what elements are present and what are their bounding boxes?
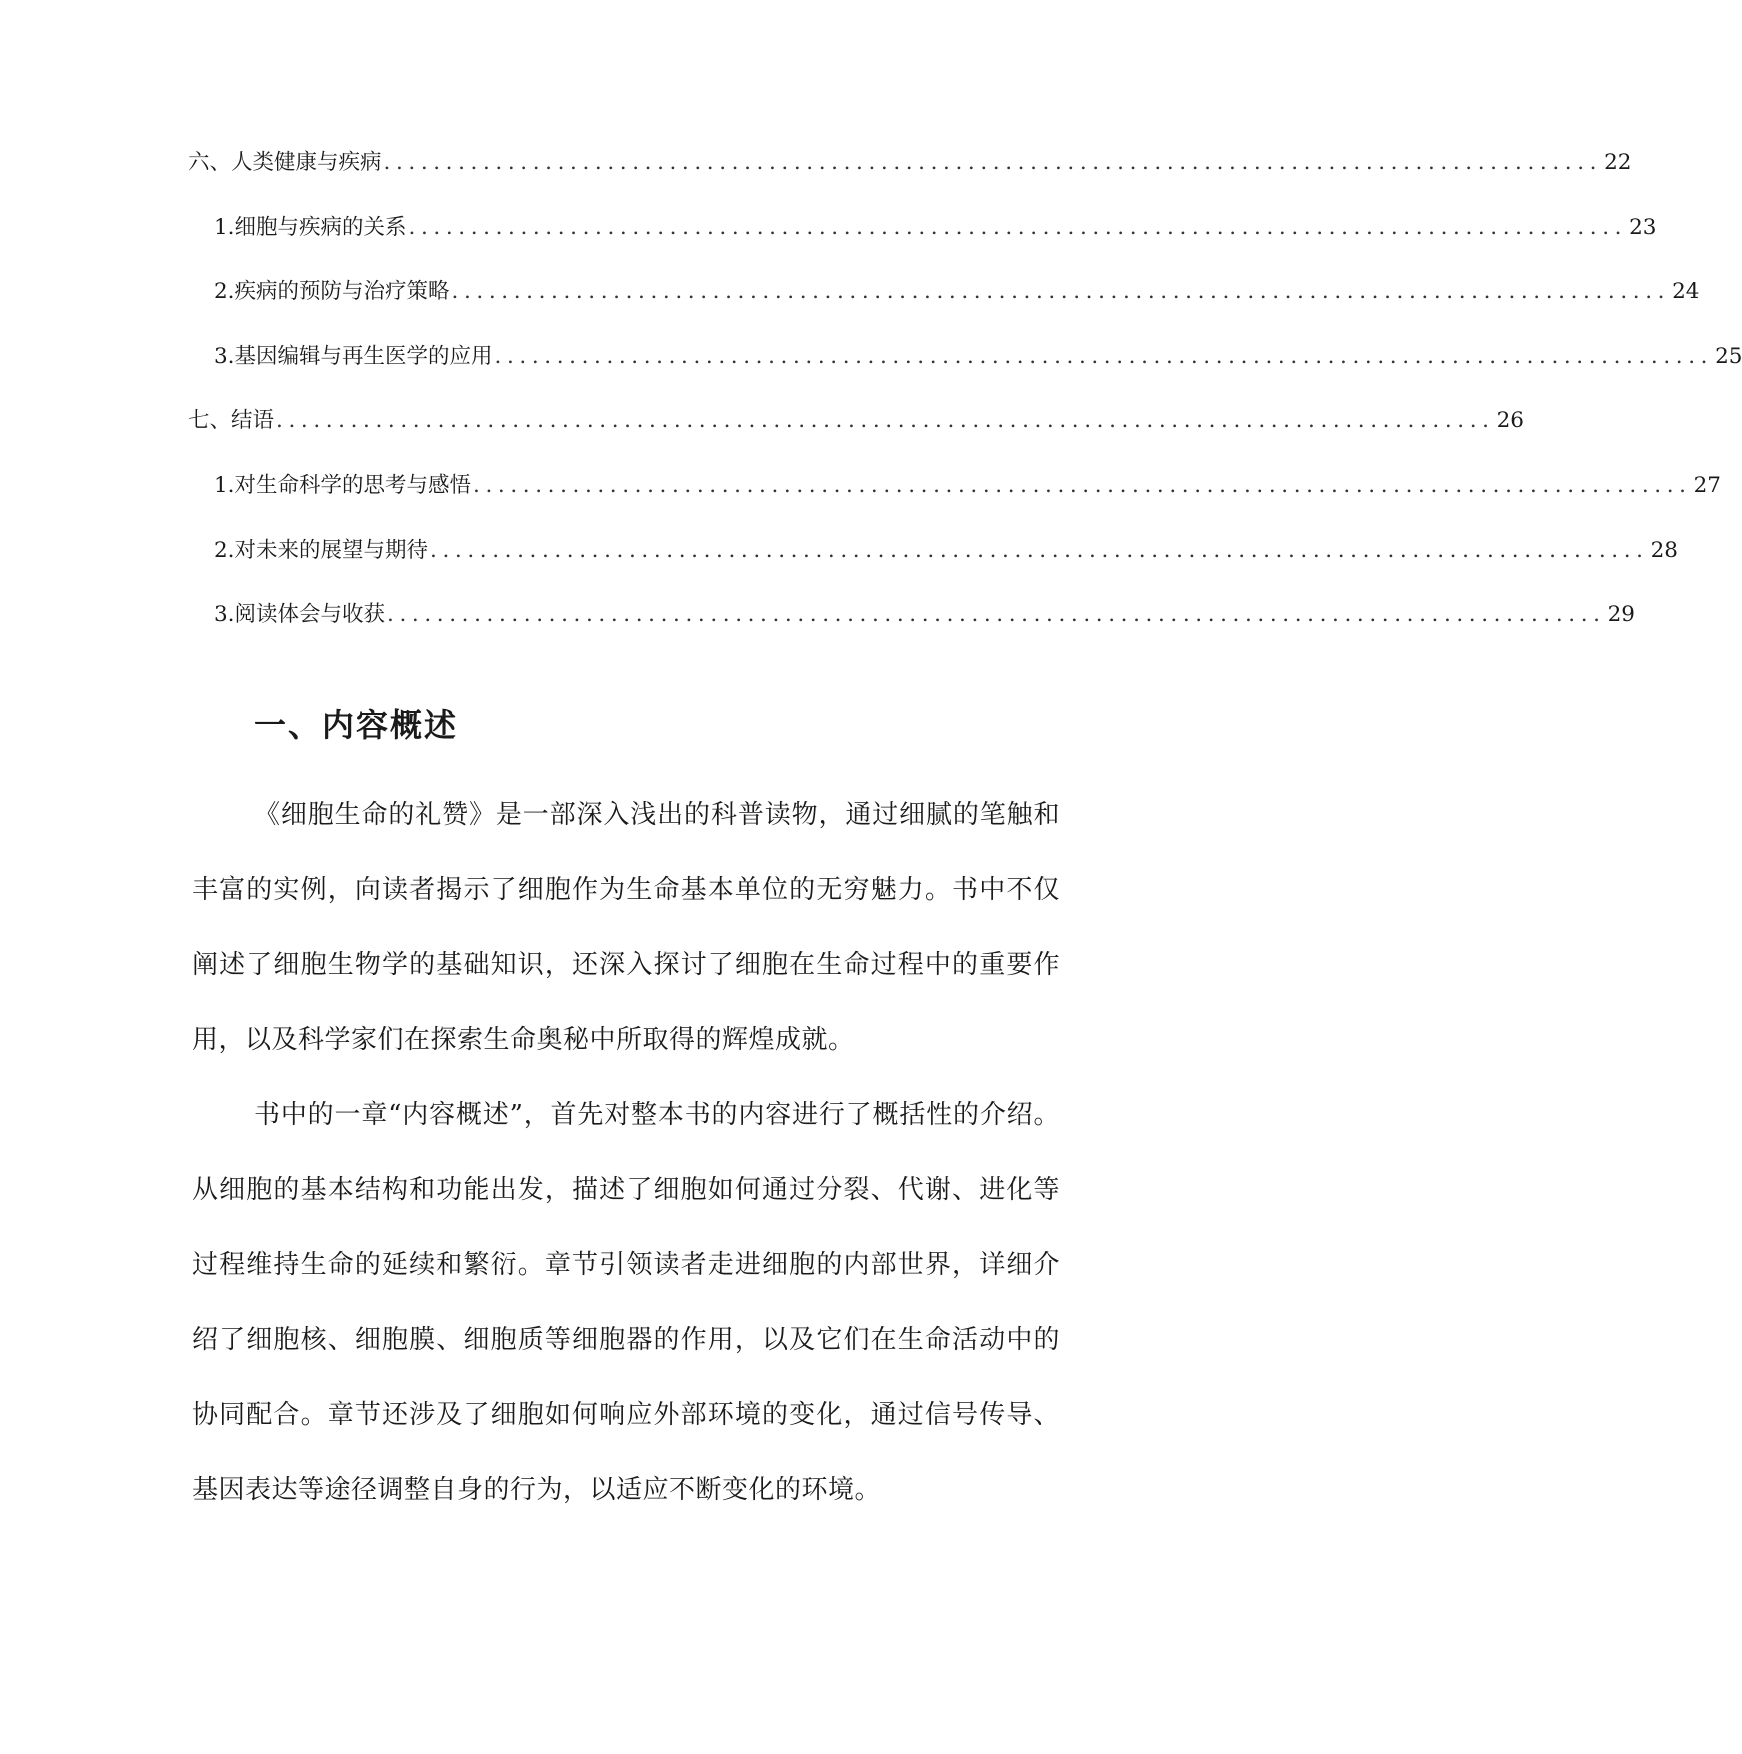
body-paragraph: 书中的一章“内容概述”，首先对整本书的内容进行了概括性的介绍。从细胞的基本结构和功能出发，描述了细胞如何通过分裂、代谢、进化等过程维持生命的延续和繁衍。章节引领读者走进细胞的内部世界，详细介绍了细胞核、细胞膜、细胞质等细胞器的作用，以及它们在生命活动中的协同配合。章节还涉及了细胞如何响应外部环境的变化，通过信号传导、基因表达等途径调整自身的行为，以适应不断变化的环境。 <box>192 1100 1060 1505</box>
toc-subentry-number: 1. <box>214 214 235 240</box>
toc-subentry-number: 2. <box>214 537 235 563</box>
toc-subentry-title: 阅读体会与收获 <box>234 602 386 628</box>
toc-page-number: 23 <box>1629 214 1657 240</box>
toc-page-number: 29 <box>1607 602 1635 628</box>
toc-dot-leader: .................................................................................................. <box>408 214 1628 240</box>
toc-dot-leader: .................................................................................................. <box>387 602 1606 628</box>
toc-dot-leader: .................................................................................................. <box>451 279 1671 305</box>
toc-dot-leader: .................................................................................................. <box>276 408 1495 434</box>
toc-subentry-title: 对生命科学的思考与感悟 <box>234 472 472 498</box>
toc-page-number: 22 <box>1604 150 1632 175</box>
toc-page-number: 26 <box>1496 408 1524 434</box>
toc-entry-title: 六、人类健康与疾病 <box>188 150 382 175</box>
toc-subentry[interactable] <box>188 342 1742 407</box>
toc-subentry-title: 对未来的展望与期待 <box>234 537 429 563</box>
toc-subentry-number: 2. <box>214 279 235 305</box>
table-of-contents <box>188 148 1742 665</box>
toc-subentry[interactable] <box>188 600 1635 665</box>
section-body <box>192 778 1060 1528</box>
toc-entry-title: 七、结语 <box>188 408 275 434</box>
toc-page-number: 28 <box>1650 537 1678 563</box>
toc-subentry-number: 1. <box>214 472 235 498</box>
toc-entry[interactable] <box>188 148 1632 213</box>
toc-subentry[interactable] <box>188 471 1721 536</box>
body-paragraph: 《细胞生命的礼赞》是一部深入浅出的科普读物，通过细腻的笔触和丰富的实例，向读者揭示了细胞作为生命基本单位的无穷魅力。书中不仅阐述了细胞生物学的基础知识，还深入探讨了细胞在生命过程中的重要作用，以及科学家们在探索生命奥秘中所取得的辉煌成就。 <box>192 800 1060 1055</box>
toc-dot-leader: .................................................................................................. <box>494 343 1714 369</box>
section-heading: 一、内容概述 <box>254 706 459 744</box>
toc-page-number: 25 <box>1715 343 1742 369</box>
toc-page-number: 24 <box>1672 279 1700 305</box>
toc-subentry-title: 疾病的预防与治疗策略 <box>234 279 450 305</box>
toc-subentry-title: 细胞与疾病的关系 <box>234 214 407 240</box>
toc-subentry-number: 3. <box>214 602 235 628</box>
toc-subentry[interactable] <box>188 277 1700 342</box>
toc-subentry-number: 3. <box>214 343 235 369</box>
toc-page-number: 27 <box>1693 472 1721 498</box>
toc-subentry[interactable] <box>188 536 1678 601</box>
toc-entry[interactable] <box>188 406 1524 471</box>
toc-dot-leader: .................................................................................................. <box>430 537 1649 563</box>
toc-dot-leader: .................................................................................................. <box>473 472 1692 498</box>
toc-dot-leader: .................................................................................................. <box>383 150 1603 175</box>
toc-subentry-title: 基因编辑与再生医学的应用 <box>234 343 493 369</box>
toc-subentry[interactable] <box>188 213 1657 278</box>
